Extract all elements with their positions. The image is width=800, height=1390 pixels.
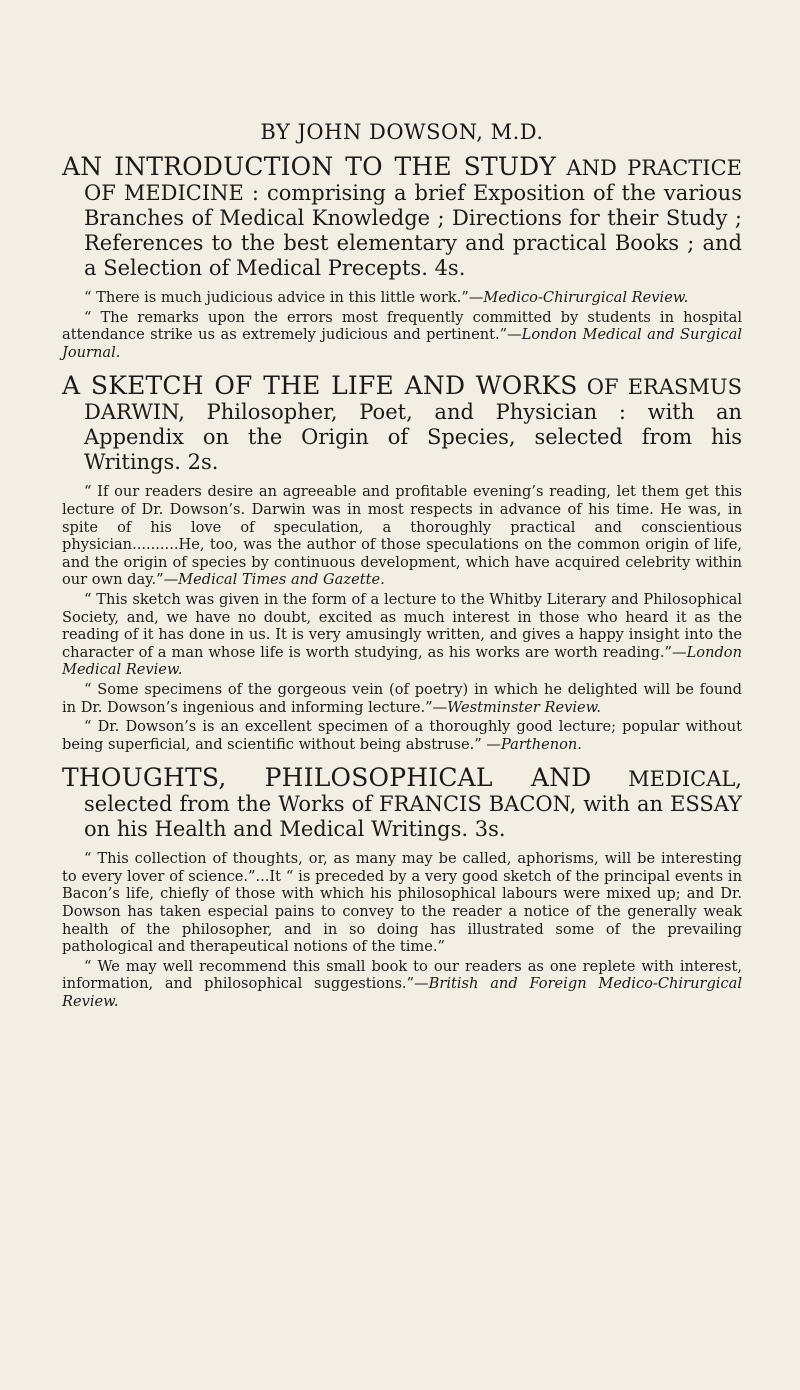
book-description: MEDICAL, selected from the Works of FRANCIS BACON, with an ESSAY on his Health and Medical Writings. 3s. (84, 767, 742, 842)
book-title (62, 373, 742, 475)
review-quote (62, 591, 742, 679)
review-source: Parthenon. (500, 735, 582, 753)
review-source: London Medical and Surgical Journal. (62, 326, 742, 361)
review-quote (62, 681, 742, 716)
review-text: “ The remarks upon the errors most frequently committed by students in hospital attendance strike us as extremely judicious and pertinent.”— (62, 308, 742, 344)
review-quote (62, 483, 742, 589)
book-title-caps: THOUGHTS, PHILOSOPHICAL AND (62, 763, 592, 793)
book-entry-bacon (62, 765, 742, 1010)
review-text: “ This collection of thoughts, or, as many may be called, aphorisms, will be interesting to every lover of science.”...It “ is preceded by a very good sketch of the principal events in Bacon’s life, chiefly of those with which his philosophical labours were mixed up; and Dr. Dowson has taken especial pains to convey to the reader a notice of the generally weak health of the philosopher, and in so doing has illustrated some of the prevailing pathological and therapeutical notions of the time.” (62, 850, 742, 956)
review-quote (62, 958, 742, 1011)
book-title-caps: AN INTRODUCTION TO THE STUDY (62, 152, 557, 181)
review-text: “ There is much judicious advice in this little work.”— (84, 289, 484, 306)
book-title (62, 154, 742, 281)
book-description: OF ERASMUS DARWIN, Philosopher, Poet, and Physician : with an Appendix on the Origin of Species, selected from his Writings. 2s. (84, 375, 742, 475)
review-source: London Medical Review. (62, 643, 742, 679)
review-source: Westminster Review. (447, 698, 602, 716)
review-quote (62, 850, 742, 956)
review-quote (62, 718, 742, 753)
book-title (62, 765, 742, 842)
review-text: “ Some specimens of the gorgeous vein (of poetry) in which he delighted will be found in Dr. Dowson’s ingenious and informing lecture.”— (62, 680, 742, 716)
review-text: “ We may well recommend this small book to our readers as one replete with interest, information, and philosophical suggestions.”— (62, 957, 742, 993)
book-entry-darwin (62, 373, 742, 753)
review-text: “ This sketch was given in the form of a lecture to the Whitby Literary and Philosophical Society, and, we have no doubt, excited as much interest in those who heard it as the reading of it has done in us. It is very amusingly written, and gives a happy insight into the character of a man whose life is worth studying, as his works are worth reading.”— (62, 590, 742, 661)
author-header: BY JOHN DOWSON, M.D. (260, 120, 544, 144)
review-source: Medico-Chirurgical Review. (483, 289, 689, 306)
book-title-caps: A SKETCH OF THE LIFE AND WORKS (62, 371, 578, 401)
review-source: Medical Times and Gazette. (178, 571, 385, 589)
review-quote (62, 309, 742, 362)
review-quote (62, 289, 742, 307)
book-description: AND PRACTICE OF MEDICINE : comprising a brief Exposition of the various Branches of Medical Knowledge ; Directions for their Study ; References to the best elementary and practical Books ; and a Selection of Medical Precepts. 4s. (84, 156, 742, 280)
book-entry-introduction (62, 154, 742, 361)
review-source: British and Foreign Medico-Chirurgical Review. (62, 975, 742, 1011)
review-text: “ Dr. Dowson’s is an excellent specimen of a thoroughly good lecture; popular without being superficial, and scientific without being abstruse.” — (62, 718, 742, 753)
review-text: “ If our readers desire an agreeable and profitable evening’s reading, let them get this lecture of Dr. Dowson’s. Darwin was in most respects in advance of his time. He was, in spite of his love of speculation, a thoroughly practical and conscientious physician..........He, too, was the author of those speculations on the common origin of life, and the origin of species by continuous development, which have acquired celebrity within our own day.”— (62, 483, 742, 589)
